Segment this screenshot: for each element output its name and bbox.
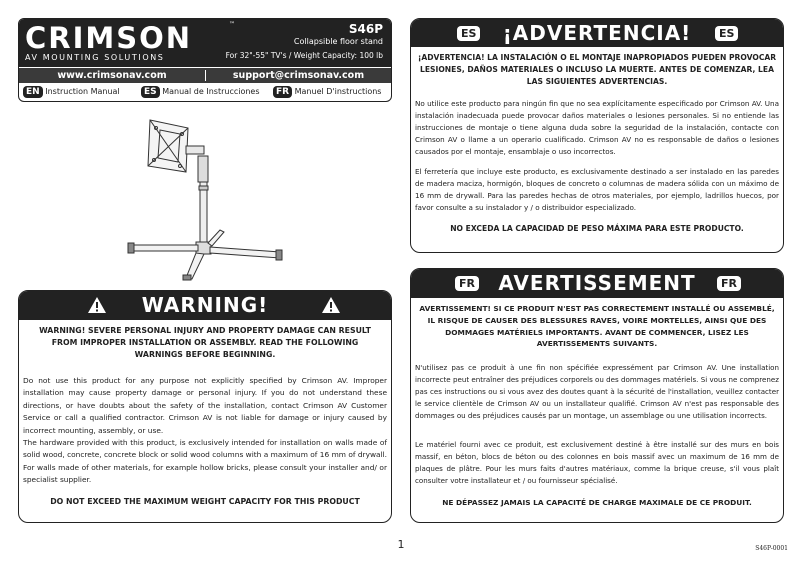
language-badge-es: ES [457, 26, 480, 41]
manual-fr-label: Manuel D'instructions [294, 87, 382, 96]
en-paragraph-1: Do not use this product for any purpose not explicitly specified by Crimson AV. Improper installation may cause property damage or personal injury. If you do not understand these directions, or have doubts about the safety of the installation, contact Crimson AV Customer Service or call a qualified contractor. Crimson AV is not liable for damage or injury caused by incorrect mounting, assembly, or use. [23, 376, 387, 435]
product-spec: For 32"-55" TV's / Weight Capacity: 100 lb [225, 51, 383, 60]
language-badge-es: ES [715, 26, 738, 41]
language-badge-en: EN [23, 86, 43, 98]
fr-paragraph-1: N'utilisez pas ce produit à une fin non spécifiée expressément par Crimson AV. Une installation incorrecte peut entraîner des préjudices corporels ou des dommages matériels. Si vous ne comprenez pas ces instructions ou si vous avez des doutes quant à la sécurité de l'installation, veuillez contacter le service clientèle de Crimson AV ou un installateur qualifié. Crimson AV n'est pas responsable des dommages ou des préjudices causés par un montage, un assemblage ou une utilisation incorrects. [415, 363, 779, 420]
model-number: S46P [348, 22, 383, 36]
brand-logo: CRIMSON [25, 21, 193, 55]
en-warning-lead: WARNING! SEVERE PERSONAL INJURY AND PROPERTY DAMAGE CAN RESULT FROM IMPROPER INSTALLATION OR ASSEMBLY. READ THE FOLLOWING WARNINGS BEFORE BEGINNING. [39, 326, 371, 359]
language-badge-fr: FR [273, 86, 292, 98]
es-paragraph-2: El ferretería que incluye este producto, es exclusivamente destinado a ser instalado en las paredes de madera maciza, hormigón, bloques de concreto o columnas de madera sólida con un máximo de 16 mm de drywall. Para las paredes hechas de otros materiales, por ejemplo, ladrillos huecos, por favor consulte a su instalador y / o distribuidor especializado. [415, 167, 779, 212]
es-warning-lead: ¡ADVERTENCIA! LA INSTALACIÓN O EL MONTAJE INAPROPIADOS PUEDEN PROVOCAR LESIONES, DAÑOS MATERIALES O INCLUSO LA MUERTE. ANTES DE COMENZAR, LEA LAS SIGUIENTES ADVERTENCIAS. [417, 53, 777, 86]
language-badge-es: ES [141, 86, 160, 98]
language-badge-fr: FR [455, 276, 479, 291]
en-warning-panel [18, 290, 392, 523]
manual-en [23, 84, 120, 100]
floor-stand-illustration [120, 112, 290, 282]
es-paragraph-1: No utilice este producto para ningún fin que no sea explícitamente especificado por Crimson AV. Una instalación inadecuada puede provocar daños materiales o lesiones personales. Si no entiende las instrucciones de montaje o tiene alguna duda sobre la seguridad de la instalación, contacte con Crimson AV o llame a un operario cualificado. Crimson AV no es responsable de daños o lesiones causados por el montaje, ensamblaje o uso incorrectos. [415, 99, 779, 156]
trademark: ™ [229, 21, 235, 28]
brand-tagline: AV MOUNTING SOLUTIONS [25, 53, 165, 62]
brand-banner [19, 19, 391, 67]
fr-paragraph-2: Le matériel fourni avec ce produit, est exclusivement destiné à être installé sur des murs en bois massif, en béton, blocs de béton ou des colonnes en bois massif avec un maximum de 16 mm de plaques de plâtre. Pour les murs faits d'autres matériaux, comme la brique creuse, s'il vous plaît consulter votre installateur et / ou fournisseur spécialisé. [415, 440, 779, 485]
website-link[interactable]: www.crimsonav.com [57, 70, 167, 81]
fr-warning-header [411, 269, 783, 298]
warning-triangle-icon [321, 296, 341, 314]
manual-language-row [23, 84, 389, 100]
en-warning-header [19, 291, 391, 320]
manual-fr [273, 84, 381, 100]
email-link[interactable]: support@crimsonav.com [232, 70, 365, 81]
fr-warning-lead: AVERTISSEMENT! SI CE PRODUIT N'EST PAS CORRECTEMENT INSTALLÉ OU ASSEMBLÉ, IL RISQUE DE CAUSER DES BLESSURES RAVES, VOIRE MORTELLES, AINSI QUE DES DOMMAGES MATÉRIELS IMPORTANTS. AVANT DE COMMENCER, LISEZ LES AVERTISSEMENTS SUIVANTS. [419, 304, 775, 349]
es-warning-title: ¡ADVERTENCIA! [502, 21, 692, 45]
product-name: Collapsible floor stand [293, 37, 383, 46]
manual-es [141, 84, 260, 100]
page-number: 1 [397, 538, 405, 551]
fr-closing-warning: NE DÉPASSEZ JAMAIS LA CAPACITÉ DE CHARGE MAXIMALE DE CE PRODUIT. [442, 498, 752, 507]
language-badge-fr: FR [717, 276, 741, 291]
manual-en-label: Instruction Manual [45, 87, 120, 96]
es-warning-header [411, 19, 783, 47]
manual-es-label: Manual de Instrucciones [162, 87, 260, 96]
es-warning-panel [410, 18, 784, 253]
es-closing-warning: NO EXCEDA LA CAPACIDAD DE PESO MÁXIMA PARA ESTE PRODUCTO. [450, 224, 744, 233]
document-code: S46P-0001 [755, 545, 788, 552]
en-paragraph-2: The hardware provided with this product, is exclusively intended for installation on walls made of solid wood, concrete, concrete block or solid wood columns with a maximum of 16 mm of drywall. For walls made of other materials, for example hollow bricks, please consult your installer and/ or specialist supplier. [23, 438, 387, 485]
fr-warning-title: AVERTISSEMENT [498, 271, 696, 295]
en-closing-warning: DO NOT EXCEED THE MAXIMUM WEIGHT CAPACITY FOR THIS PRODUCT [50, 497, 360, 506]
header-box [18, 18, 392, 102]
fr-warning-panel [410, 268, 784, 523]
contact-bar [19, 67, 391, 83]
en-warning-title: WARNING! [141, 293, 269, 317]
